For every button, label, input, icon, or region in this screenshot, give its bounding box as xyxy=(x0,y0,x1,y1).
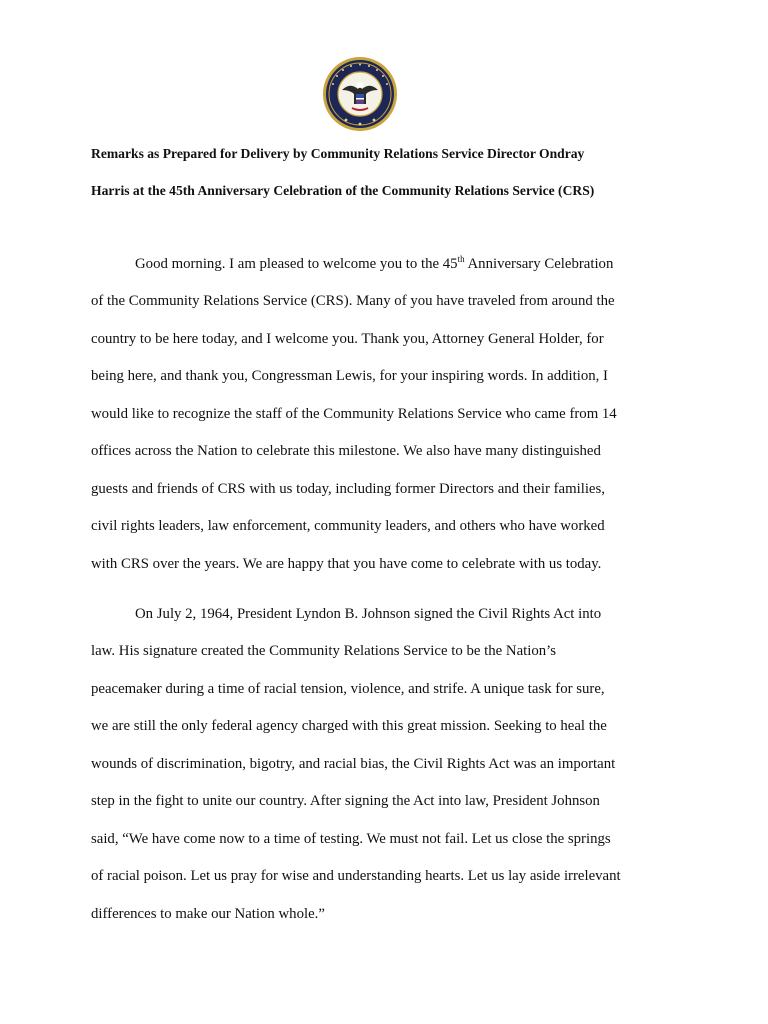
paragraph-2-line: we are still the only federal agency charged with this great mission. Seeking to heal the xyxy=(91,718,607,734)
paragraph-1-line: guests and friends of CRS with us today, including former Directors and their families, xyxy=(91,481,605,497)
paragraph-1-first-line xyxy=(135,256,613,273)
paragraph-1-line: civil rights leaders, law enforcement, community leaders, and others who have worked xyxy=(91,518,605,534)
paragraph-1-line: country to be here today, and I welcome you. Thank you, Attorney General Holder, for xyxy=(91,331,604,347)
paragraph-2-line: law. His signature created the Community Relations Service to be the Nation’s xyxy=(91,643,557,659)
paragraph-2-line: differences to make our Nation whole.” xyxy=(91,906,325,922)
text-segment: Good morning. I am pleased to welcome you to the 45 xyxy=(135,256,458,272)
paragraph-2-first-line: On July 2, 1964, President Lyndon B. Johnson signed the Civil Rights Act into xyxy=(135,606,602,622)
heading-line-1: Remarks as Prepared for Delivery by Community Relations Service Director Ondray xyxy=(91,146,585,161)
paragraph-1-line: with CRS over the years. We are happy that you have come to celebrate with us today. xyxy=(91,556,602,572)
paragraph-2-line: of racial poison. Let us pray for wise and understanding hearts. Let us lay aside irrelevant xyxy=(91,868,621,884)
paragraph-1-line: offices across the Nation to celebrate this milestone. We also have many distinguished xyxy=(91,443,601,459)
ordinal-superscript: th xyxy=(457,254,465,264)
paragraph-1-line: of the Community Relations Service (CRS). Many of you have traveled from around the xyxy=(91,293,615,309)
heading-line-2: Harris at the 45th Anniversary Celebration of the Community Relations Service (CRS) xyxy=(91,183,595,198)
paragraph-2-line: wounds of discrimination, bigotry, and racial bias, the Civil Rights Act was an important xyxy=(91,756,616,772)
paragraph-2-line: peacemaker during a time of racial tension, violence, and strife. A unique task for sure, xyxy=(91,681,605,697)
text-segment: Anniversary Celebration xyxy=(464,256,614,272)
paragraph-1-line: being here, and thank you, Congressman Lewis, for your inspiring words. In addition, I xyxy=(91,368,608,384)
doj-seal-icon xyxy=(322,56,398,132)
paragraph-2-line: said, “We have come now to a time of testing. We must not fail. Let us close the springs xyxy=(91,831,611,847)
paragraph-1-line: would like to recognize the staff of the Community Relations Service who came from 14 xyxy=(91,406,617,422)
paragraph-2-line: step in the fight to unite our country. After signing the Act into law, President Johnson xyxy=(91,793,600,809)
